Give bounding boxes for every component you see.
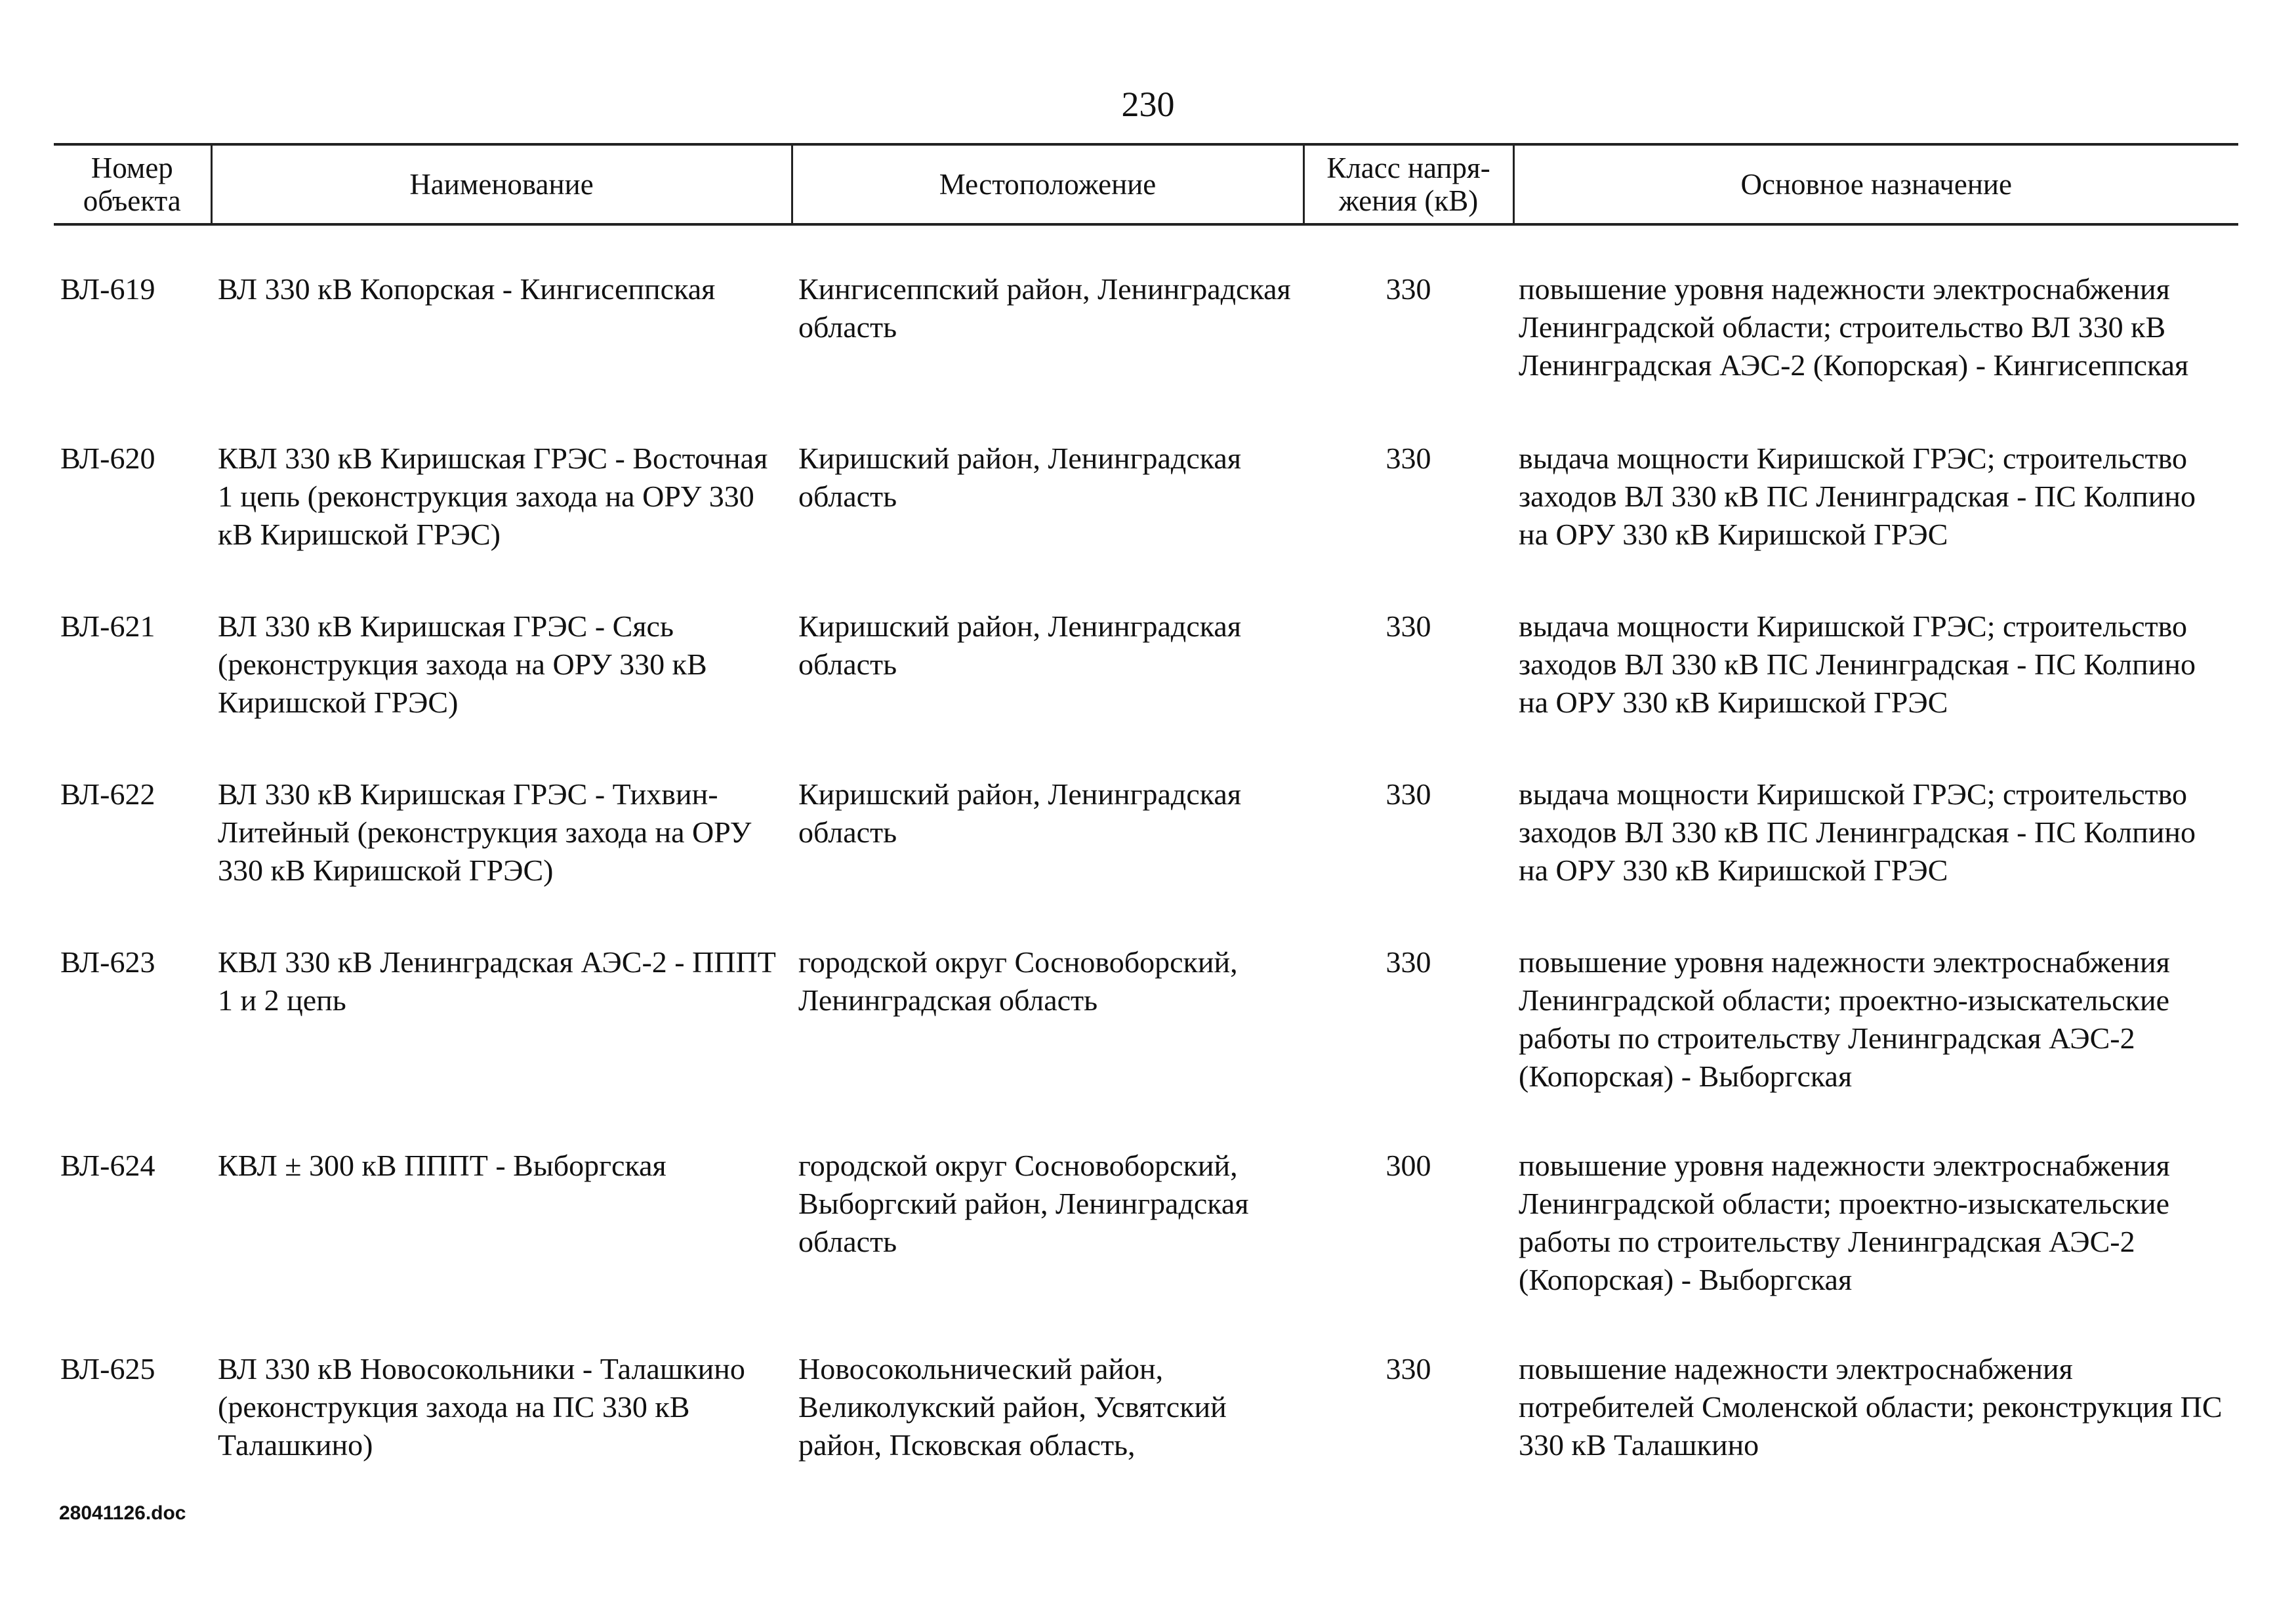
object-name: КВЛ 330 кВ Киришская ГРЭС - Восточная 1 цепь (реконструкция захода на ОРУ 330 кВ Киришской ГРЭС) (218, 442, 768, 551)
table-row (54, 943, 2238, 1147)
object-number: ВЛ-621 (60, 609, 155, 643)
object-voltage: 330 (1385, 777, 1431, 811)
header-location: Местоположение (792, 144, 1303, 224)
object-purpose: выдача мощности Киришской ГРЭС; строительство заходов ВЛ 330 кВ ПС Ленинградская - ПС Колпино на ОРУ 330 кВ Киришской ГРЭС (1519, 442, 2196, 551)
object-location: городской округ Сосновоборский, Ленинградская область (798, 945, 1238, 1017)
header-name: Наименование (211, 144, 792, 224)
document-filename: 28041126.doc (59, 1502, 186, 1524)
object-number: ВЛ-623 (60, 945, 155, 979)
object-purpose: выдача мощности Киришской ГРЭС; строительство заходов ВЛ 330 кВ ПС Ленинградская - ПС Колпино на ОРУ 330 кВ Киришской ГРЭС (1519, 609, 2196, 719)
object-purpose: повышение уровня надежности электроснабжения Ленинградской области; строительство ВЛ 330 кВ Ленинградская АЭС-2 (Копорская) - Кингисеппская (1519, 272, 2189, 382)
object-name: КВЛ ± 300 кВ ПППТ - Выборгская (218, 1149, 666, 1182)
table-row (54, 607, 2238, 775)
object-purpose: выдача мощности Киришской ГРЭС; строительство заходов ВЛ 330 кВ ПС Ленинградская - ПС Колпино на ОРУ 330 кВ Киришской ГРЭС (1519, 777, 2196, 887)
header-number: Номер объекта (54, 144, 211, 224)
object-location: Киришский район, Ленинградская область (798, 777, 1241, 849)
object-number: ВЛ-619 (60, 272, 155, 306)
object-location: городской округ Сосновоборский, Выборгский район, Ленинградская область (798, 1149, 1249, 1258)
object-voltage: 330 (1385, 272, 1431, 306)
table-row (54, 1350, 2238, 1475)
object-voltage: 330 (1385, 1352, 1431, 1386)
objects-table (54, 143, 2238, 1475)
object-name: КВЛ 330 кВ Ленинградская АЭС-2 - ПППТ 1 и 2 цепь (218, 945, 776, 1017)
page-number: 230 (1121, 85, 1175, 124)
table-row (54, 775, 2238, 943)
object-voltage: 330 (1385, 945, 1431, 979)
table-row (54, 224, 2238, 440)
object-location: Кингисеппский район, Ленинградская область (798, 272, 1291, 344)
object-purpose: повышение надежности электроснабжения потребителей Смоленской области; реконструкция ПС 330 кВ Талашкино (1519, 1352, 2223, 1462)
object-number: ВЛ-625 (60, 1352, 155, 1386)
object-voltage: 300 (1385, 1149, 1431, 1182)
object-name: ВЛ 330 кВ Копорская - Кингисеппская (218, 272, 716, 306)
object-purpose: повышение уровня надежности электроснабжения Ленинградской области; проектно-изыскательские работы по строительству Ленинградская АЭС-2 (Копорская) - Выборгская (1519, 945, 2170, 1093)
object-name: ВЛ 330 кВ Киришская ГРЭС - Тихвин-Литейный (реконструкция захода на ОРУ 330 кВ Киришской ГРЭС) (218, 777, 752, 887)
object-voltage: 330 (1385, 442, 1431, 475)
table-row (54, 440, 2238, 607)
table-row (54, 1147, 2238, 1350)
object-number: ВЛ-624 (60, 1149, 155, 1182)
header-purpose: Основное назначение (1513, 144, 2238, 224)
object-voltage: 330 (1385, 609, 1431, 643)
table-header-row (54, 144, 2238, 224)
object-purpose: повышение уровня надежности электроснабжения Ленинградской области; проектно-изыскательские работы по строительству Ленинградская АЭС-2 (Копорская) - Выборгская (1519, 1149, 2170, 1296)
object-name: ВЛ 330 кВ Новосокольники - Талашкино (реконструкция захода на ПС 330 кВ Талашкино) (218, 1352, 745, 1462)
object-name: ВЛ 330 кВ Киришская ГРЭС - Сясь (реконструкция захода на ОРУ 330 кВ Киришской ГРЭС) (218, 609, 707, 719)
object-location: Новосокольнический район, Великолукский район, Усвятский район, Псковская область, (798, 1352, 1227, 1462)
header-voltage: Класс напря-жения (кВ) (1303, 144, 1513, 224)
object-location: Киришский район, Ленинградская область (798, 609, 1241, 681)
object-location: Киришский район, Ленинградская область (798, 442, 1241, 513)
object-number: ВЛ-620 (60, 442, 155, 475)
object-number: ВЛ-622 (60, 777, 155, 811)
